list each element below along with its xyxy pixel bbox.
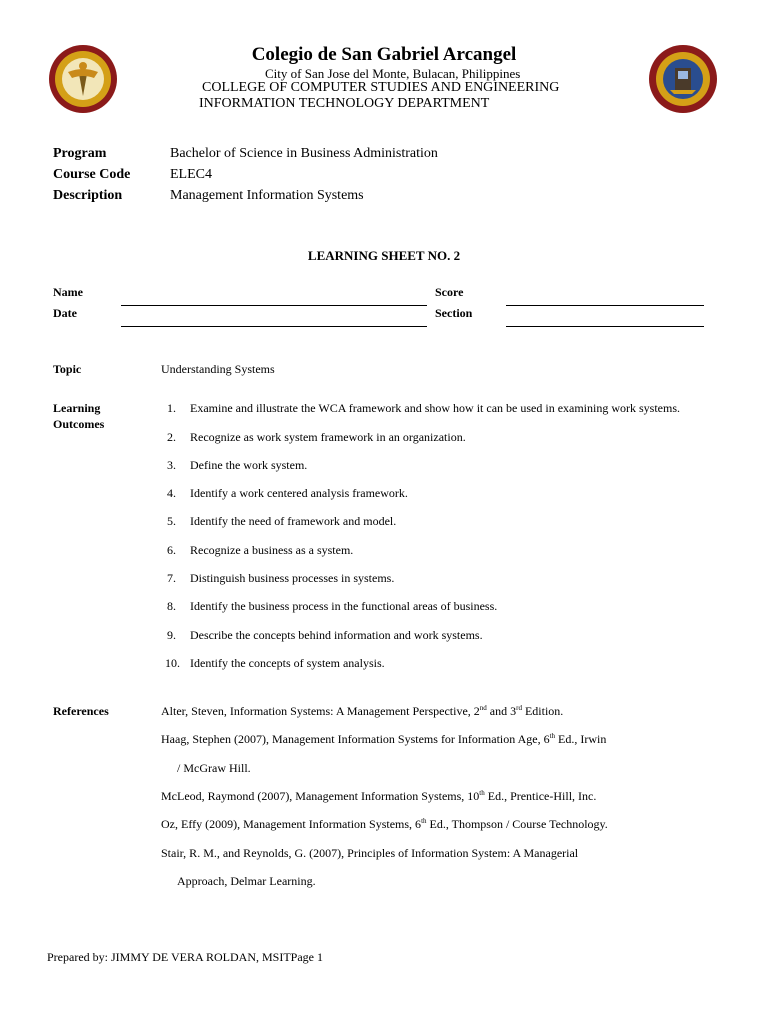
outcome-text: Identify the business process in the functional areas of business. [190,599,498,613]
outcome-number: 4. [167,486,176,500]
reference-item-continued: Approach, Delmar Learning. [177,874,316,888]
score-label: Score [435,285,464,299]
reference-item-continued: / McGraw Hill. [177,761,251,775]
outcome-text: Identify the need of framework and model. [190,514,397,528]
outcome-text: Examine and illustrate the WCA framework and show how it can be used in examining work systems. [190,401,681,415]
department-name: INFORMATION TECHNOLOGY DEPARTMENT [199,96,490,111]
outcome-number: 3. [167,458,176,472]
outcome-number: 8. [167,599,176,613]
footer-prepared-by: Prepared by: JIMMY DE VERA ROLDAN, MSITPage 1 [47,950,323,964]
name-field-line[interactable] [121,305,427,306]
outcome-text: Recognize a business as a system. [190,543,354,557]
reference-item: Stair, R. M., and Reynolds, G. (2007), Principles of Information System: A Managerial [161,846,579,860]
institution-location: City of San Jose del Monte, Bulacan, Philippines [265,66,521,81]
reference-item: Haag, Stephen (2007), Management Information Systems for Information Age, 6th Ed., Irwin [161,732,607,746]
outcome-text: Define the work system. [190,458,308,472]
section-label: Section [435,306,473,320]
outcome-text: Describe the concepts behind information and work systems. [190,628,483,642]
description-value: Management Information Systems [170,188,364,203]
outcome-number: 6. [167,543,176,557]
reference-item: Oz, Effy (2009), Management Information Systems, 6th Ed., Thompson / Course Technology. [161,817,608,831]
score-field-line[interactable] [506,305,704,306]
sheet-title: LEARNING SHEET NO. 2 [307,248,461,263]
course-code-value: ELEC4 [170,167,212,182]
outcome-text: Identify the concepts of system analysis. [190,656,385,670]
reference-item: Alter, Steven, Information Systems: A Management Perspective, 2nd and 3rd Edition. [161,704,564,718]
outcome-number: 5. [167,514,176,528]
references-label: References [53,704,109,718]
outcome-text: Distinguish business processes in systems. [190,571,395,585]
outcome-number: 7. [167,571,176,585]
institution-name: Colegio de San Gabriel Arcangel [251,44,517,65]
program-label: Program [53,146,107,161]
outcome-text: Identify a work centered analysis framework. [190,486,408,500]
outcomes-label-line1: Learning [53,401,101,415]
outcome-text: Recognize as work system framework in an organization. [190,430,466,444]
name-label: Name [53,285,83,299]
outcome-number: 2. [167,430,176,444]
outcomes-label-line2: Outcomes [53,417,105,431]
outcome-number: 1. [167,401,176,415]
program-value: Bachelor of Science in Business Administration [170,146,438,161]
date-field-line[interactable] [121,326,427,327]
date-label: Date [53,306,77,320]
section-field-line[interactable] [506,326,704,327]
description-label: Description [53,188,123,203]
outcome-number: 10. [165,656,180,670]
topic-label: Topic [53,362,82,376]
outcome-number: 9. [167,628,176,642]
course-code-label: Course Code [53,167,131,182]
topic-value: Understanding Systems [161,362,275,376]
reference-item: McLeod, Raymond (2007), Management Information Systems, 10th Ed., Prentice-Hill, Inc. [161,789,597,803]
college-name: COLLEGE OF COMPUTER STUDIES AND ENGINEERING [202,80,560,95]
